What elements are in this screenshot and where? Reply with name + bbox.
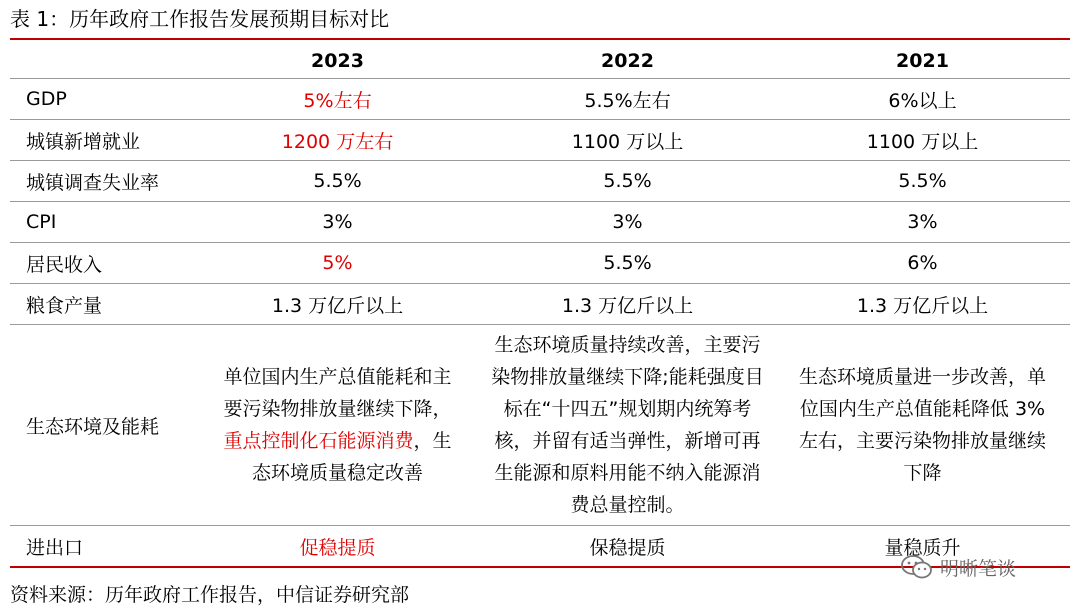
cell-2023 bbox=[195, 325, 480, 526]
cell-2021: 5.5% bbox=[775, 161, 1070, 202]
table-row bbox=[10, 202, 1070, 243]
cell-2022: 5.5% bbox=[480, 243, 775, 284]
table-row bbox=[10, 284, 1070, 325]
row-label: 城镇新增就业 bbox=[10, 120, 195, 161]
eco-2023-part1: 单位国内生产总值能耗和主要污染物排放量继续下降， bbox=[223, 366, 452, 420]
eco-2023-highlight: 重点控制化石能源消费 bbox=[223, 430, 414, 452]
header-2022: 2022 bbox=[480, 44, 775, 79]
cell-2022: 保稳提质 bbox=[480, 526, 775, 568]
row-label: 居民收入 bbox=[10, 243, 195, 284]
cell-2021: 1100 万以上 bbox=[775, 120, 1070, 161]
cell-2023: 1.3 万亿斤以上 bbox=[195, 284, 480, 325]
row-label: CPI bbox=[10, 202, 195, 243]
watermark-text: 明晰笔谈 bbox=[940, 557, 1017, 580]
header-2021: 2021 bbox=[775, 44, 1070, 79]
cell-2023: 促稳提质 bbox=[195, 526, 480, 568]
cell-2023: 1200 万左右 bbox=[195, 120, 480, 161]
eco-2023-text bbox=[195, 361, 480, 489]
cell-2021 bbox=[775, 325, 1070, 526]
cell-2023: 5%左右 bbox=[195, 79, 480, 120]
row-label: 生态环境及能耗 bbox=[10, 325, 195, 526]
cell-2021: 6% bbox=[775, 243, 1070, 284]
wechat-icon bbox=[900, 553, 934, 581]
eco-2021-text: 生态环境质量进一步改善，单位国内生产总值能耗降低 3%左右，主要污染物排放量继续下降 bbox=[798, 366, 1046, 484]
eco-2022-text: 生态环境质量持续改善，主要污染物排放量继续下降;能耗强度目标在“十四五”规划期内统筹考核，并留有适当弹性，新增可再生能源和原料用能不纳入能源消费总量控制。 bbox=[491, 334, 764, 516]
row-label: 城镇调查失业率 bbox=[10, 161, 195, 202]
table-row bbox=[10, 243, 1070, 284]
cell-2021: 1.3 万亿斤以上 bbox=[775, 284, 1070, 325]
header-row bbox=[10, 44, 1070, 79]
cell-2022: 5.5%左右 bbox=[480, 79, 775, 120]
row-label: 进出口 bbox=[10, 526, 195, 568]
row-label: 粮食产量 bbox=[10, 284, 195, 325]
row-label: GDP bbox=[10, 79, 195, 120]
targets-table bbox=[10, 44, 1070, 568]
header-blank bbox=[10, 44, 195, 79]
table-row bbox=[10, 79, 1070, 120]
table-row bbox=[10, 120, 1070, 161]
table-title: 表 1：历年政府工作报告发展预期目标对比 bbox=[10, 7, 390, 31]
table-row-ecology bbox=[10, 325, 1070, 526]
cell-2023: 5% bbox=[195, 243, 480, 284]
header-2023: 2023 bbox=[195, 44, 480, 79]
cell-2022: 5.5% bbox=[480, 161, 775, 202]
eco-2023-part2: ，生态环境质量稳定改善 bbox=[251, 430, 452, 484]
cell-2022 bbox=[480, 325, 775, 526]
cell-2022: 3% bbox=[480, 202, 775, 243]
cell-2023: 3% bbox=[195, 202, 480, 243]
cell-2021: 量稳质升 bbox=[775, 526, 1070, 568]
cell-2021: 3% bbox=[775, 202, 1070, 243]
cell-2023: 5.5% bbox=[195, 161, 480, 202]
top-rule bbox=[10, 38, 1070, 40]
cell-2022: 1100 万以上 bbox=[480, 120, 775, 161]
cell-2022: 1.3 万亿斤以上 bbox=[480, 284, 775, 325]
cell-2021: 6%以上 bbox=[775, 79, 1070, 120]
source-note: 资料来源：历年政府工作报告，中信证券研究部 bbox=[10, 584, 410, 606]
table-row bbox=[10, 161, 1070, 202]
watermark bbox=[900, 553, 1016, 581]
